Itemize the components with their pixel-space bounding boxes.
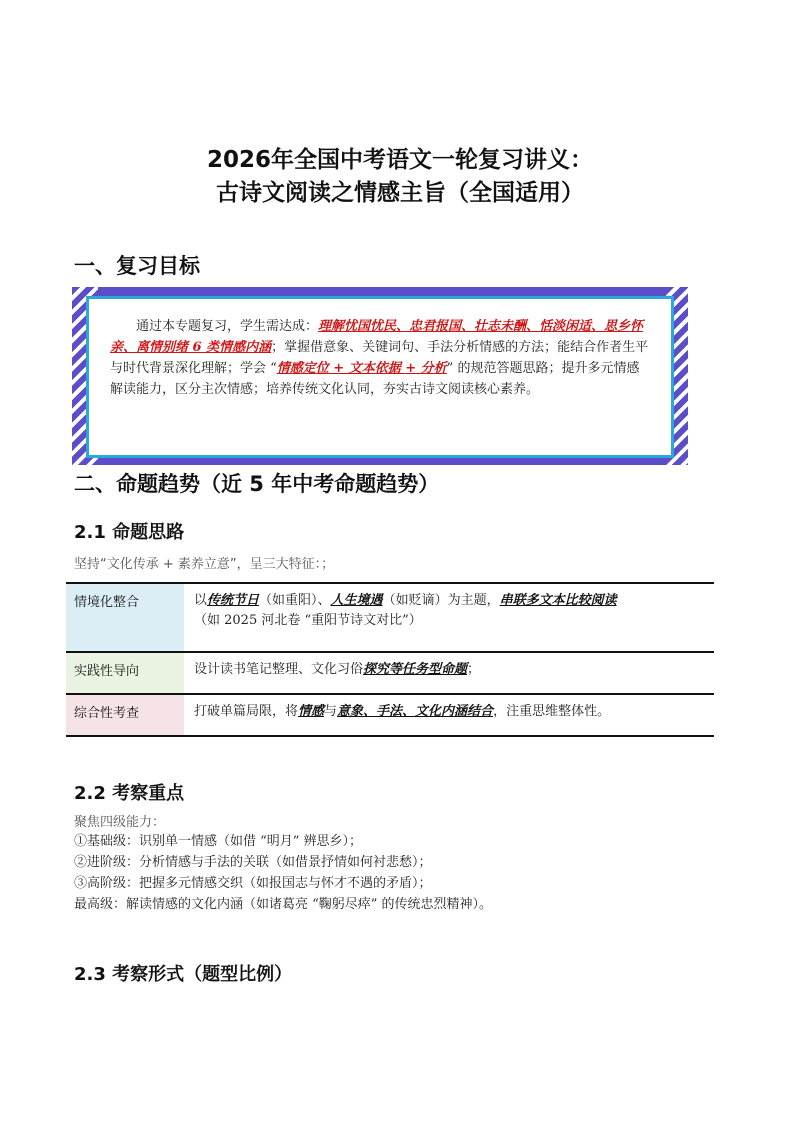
section2-heading: 二、命题趋势（近 5 年中考命题趋势）	[74, 472, 440, 496]
text-run: 与	[324, 704, 338, 719]
text-run: ，注重思维整体性。	[493, 704, 611, 719]
list-item: ①基础级：识别单一情感（如借 “明月” 辨思乡）；	[74, 834, 363, 849]
subsection-2-3-heading: 2.3 考察形式（题型比例）	[74, 964, 293, 985]
emphasis-run: 人生境遇	[330, 593, 383, 608]
text-run: 打破单篇局限，将	[194, 704, 299, 719]
subsection-2-1-heading: 2.1 命题思路	[74, 522, 185, 543]
goal-highlight-emotions: 理解忧国忧民、忠君报国、壮志未酬、恬淡闲适、思乡怀亲、离情别绪 6 类情感内涵	[110, 319, 644, 355]
text-run: 以	[194, 593, 208, 608]
list-item: ②进阶级：分析情感与手法的关联（如借景抒情如何衬悲愁）；	[74, 855, 432, 870]
table-value-cell	[184, 584, 714, 651]
list-item: 最高级：解读情感的文化内涵（如诸葛亮 “鞠躬尽瘁” 的传统忠烈精神）。	[74, 897, 493, 912]
text-run: ；	[467, 662, 481, 677]
goal-middle: ；掌握借意象、关键词句、手法分析情感的方法；能结合作者生平与时代背景深化理解；学会 “	[110, 340, 649, 376]
subsection-2-2-intro: 聚焦四级能力：	[74, 815, 166, 830]
list-item: ③高阶级：把握多元情感交织（如报国志与怀才不遇的矛盾）；	[74, 876, 432, 891]
subsection-2-2-heading: 2.2 考察重点	[74, 783, 185, 804]
table-key-cell: 情境化整合	[66, 584, 184, 651]
ability-list	[74, 831, 492, 915]
document-title-line2: 古诗文阅读之情感主旨（全国适用）	[216, 180, 584, 206]
emphasis-run: 意象、手法、文化内涵结合	[337, 704, 494, 719]
text-run: （如贬谪）为主题，	[382, 593, 500, 608]
goal-intro: 通过本专题复习，学生需达成：	[136, 319, 319, 334]
subsection-2-1-intro: 坚持“文化传承 + 素养立意”，呈三大特征：；	[74, 557, 335, 572]
table-row	[66, 695, 714, 735]
table-value-cell	[184, 695, 714, 735]
document-title-line1: 2026年全国中考语文一轮复习讲义：	[206, 147, 593, 173]
trend-table	[66, 582, 714, 737]
emphasis-run: 探究等任务型命题	[363, 662, 468, 677]
table-row	[66, 584, 714, 653]
table-key-cell: 实践性导向	[66, 653, 184, 693]
text-run: 设计读书笔记整理、文化习俗	[194, 662, 364, 677]
section1-heading: 一、复习目标	[74, 254, 200, 278]
emphasis-run: 情感	[298, 704, 325, 719]
goal-tail: ” 的规范答题思路；提升多元情感解读能力，区分主次情感；培养传统文化认同，夯实古诗文阅读核心素养。	[110, 361, 640, 397]
goal-highlight-method: 情感定位 + 文本依据 + 分析	[276, 361, 447, 376]
table-value-cell	[184, 653, 714, 693]
emphasis-run: 传统节日	[207, 593, 260, 608]
goal-paragraph	[110, 316, 650, 400]
text-run: （如重阳）、	[259, 593, 331, 608]
emphasis-run: 串联多文本比较阅读	[499, 593, 617, 608]
table-key-cell: 综合性考查	[66, 695, 184, 735]
text-run: （如 2025 河北卷 “重阳节诗文对比”）	[194, 613, 422, 628]
table-row	[66, 653, 714, 695]
